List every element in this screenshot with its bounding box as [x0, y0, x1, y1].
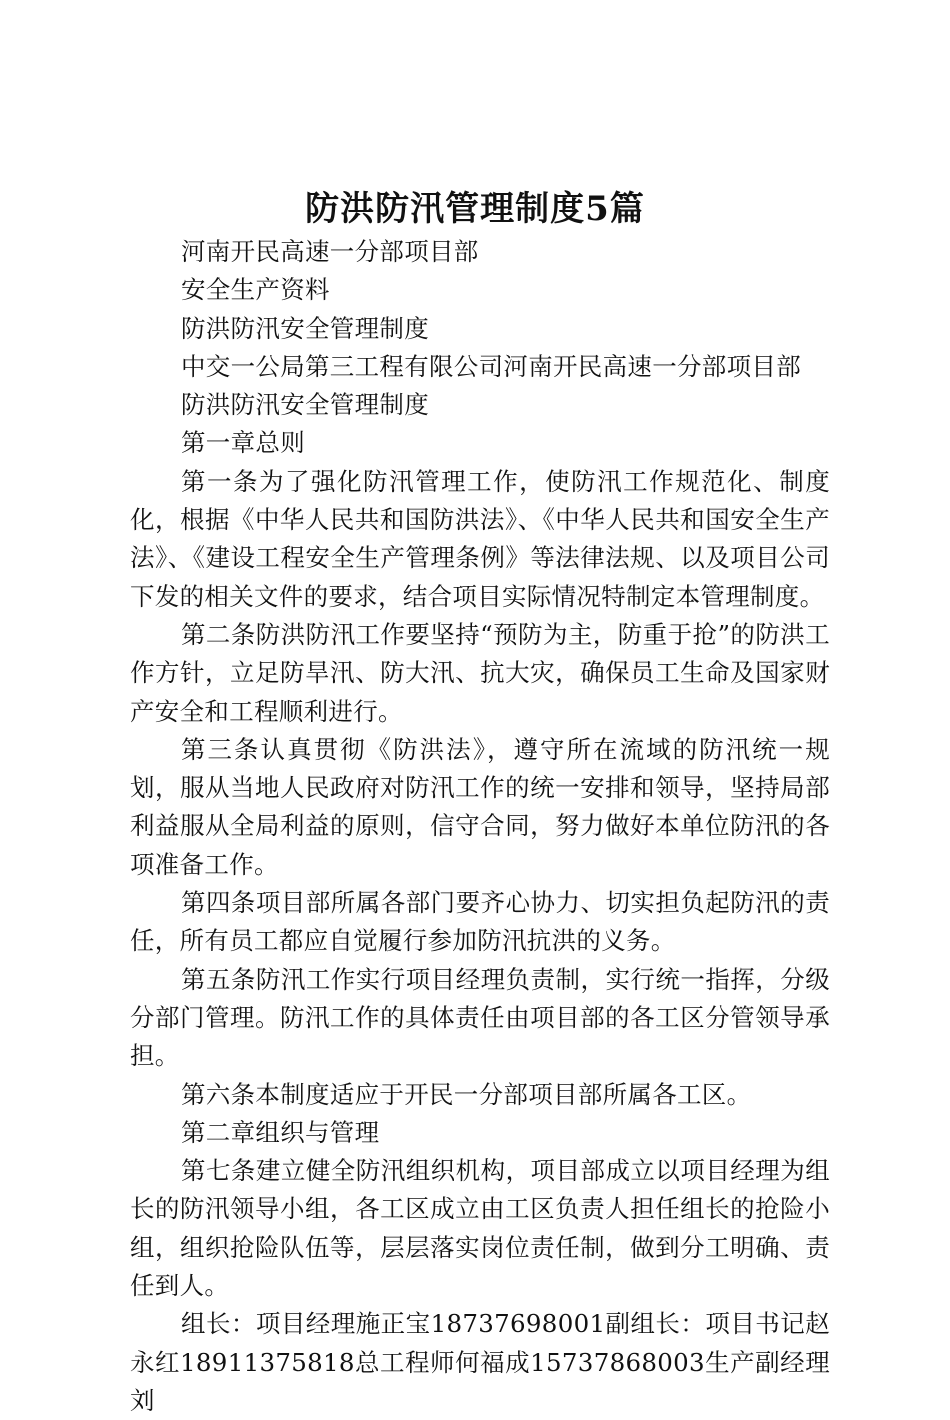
- article-paragraph: 第二条防洪防汛工作要坚持“预防为主，防重于抢”的防洪工作方针，立足防旱汛、防大汛、抗大灾，确保员工生命及国家财产安全和工程顺利进行。: [130, 619, 830, 726]
- header-line-safety-docs: 安全生产资料: [181, 275, 330, 305]
- article-paragraph: 第三条认真贯彻《防洪法》，遵守所在流域的防汛统一规划，服从当地人民政府对防汛工作的统一安排和领导，坚持局部利益服从全局利益的原则，信守合同，努力做好本单位防汛的各项准备工作。: [130, 734, 830, 879]
- article-paragraph: 第六条本制度适应于开民一分部项目部所属各工区。: [181, 1079, 752, 1109]
- header-line-company: 中交一公局第三工程有限公司河南开民高速一分部项目部: [181, 351, 801, 381]
- article-paragraph: 第一条为了强化防汛管理工作，使防汛工作规范化、制度化，根据《中华人民共和国防洪法》、《中华人民共和国安全生产法》、《建设工程安全生产管理条例》等法律法规、以及项目公司下发的相关文件的要求，结合项目实际情况特制定本管理制度。: [130, 466, 830, 611]
- header-line-regulation-name: 防洪防汛安全管理制度: [181, 313, 429, 343]
- header-line-project: 河南开民高速一分部项目部: [181, 237, 479, 266]
- article-paragraph: 第五条防汛工作实行项目经理负责制，实行统一指挥，分级分部门管理。防汛工作的具体责任由项目部的各工区分管领导承担。: [130, 964, 830, 1071]
- header-line-regulation-name-repeat: 防洪防汛安全管理制度: [181, 390, 429, 420]
- contact-paragraph: 组长：项目经理施正宝18737698001副组长：项目书记赵永红18911375818总工程师何福成15737868003生产副经理刘: [130, 1309, 830, 1415]
- document-body: [130, 233, 830, 1420]
- article-paragraph: 第四条项目部所属各部门要齐心协力、切实担负起防汛的责任，所有员工都应自觉履行参加防汛抗洪的义务。: [130, 888, 830, 956]
- chapter-heading: 第二章组织与管理: [181, 1117, 380, 1147]
- article-paragraph: 第七条建立健全防汛组织机构，项目部成立以项目经理为组长的防汛领导小组，各工区成立由工区负责人担任组长的抢险小组，组织抢险队伍等，层层落实岗位责任制，做到分工明确、责任到人。: [130, 1156, 830, 1301]
- document-title: 防洪防汛管理制度5篇: [305, 189, 645, 229]
- chapter-heading: 第一章总则: [181, 428, 305, 458]
